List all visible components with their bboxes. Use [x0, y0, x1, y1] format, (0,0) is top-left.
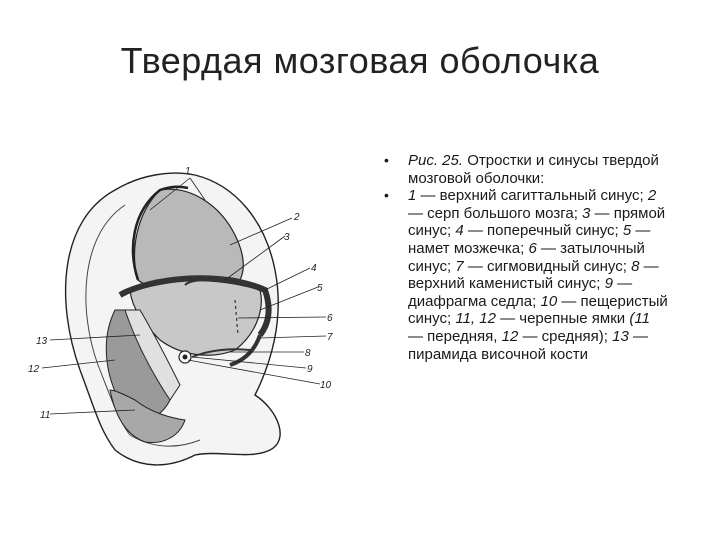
- callout-3: 3: [284, 232, 290, 243]
- legend-number: 13: [612, 327, 629, 345]
- dura-mater-drawing: [20, 150, 365, 480]
- legend-number: 7: [455, 257, 464, 275]
- legend-text: — намет мозжечка;: [408, 222, 651, 257]
- bullet-icon: •: [384, 187, 389, 204]
- legend-text: — затылочный синус;: [408, 239, 645, 275]
- figure-reference: Рис. 25.: [408, 152, 464, 169]
- callout-11: 11: [40, 410, 51, 421]
- legend-text: — серп большого мозга;: [408, 204, 583, 222]
- legend-number: 5: [622, 222, 632, 240]
- callout-4: 4: [311, 263, 317, 274]
- legend-text: — пирамида височной кости: [408, 327, 648, 363]
- callout-8: 8: [305, 348, 311, 359]
- callout-9: 9: [307, 364, 313, 375]
- legend-number: 9: [604, 275, 613, 293]
- callout-6: 6: [327, 313, 333, 324]
- legend-number: 11, 12: [455, 310, 496, 328]
- legend-number: 1: [408, 187, 417, 205]
- callout-1: 1: [185, 166, 191, 177]
- legend-text: — черепные ямки: [495, 310, 630, 328]
- legend-text: — пещеристый синус;: [408, 292, 668, 328]
- caption-legend-item: [378, 187, 668, 363]
- legend-text: — сигмовидный синус;: [463, 257, 632, 275]
- callout-12: 12: [28, 364, 40, 375]
- legend-text: — верхний сагиттальный синус;: [416, 187, 648, 205]
- cavernous-sinus: [183, 355, 188, 360]
- callout-10: 10: [320, 380, 332, 391]
- dura-mater-illustration: [20, 150, 365, 480]
- legend-number: (11: [629, 310, 650, 328]
- legend-number: 10: [540, 292, 558, 310]
- legend-text: — диафрагма седла;: [408, 275, 633, 310]
- legend-number: 4: [455, 222, 464, 240]
- legend-number: 2: [647, 187, 657, 205]
- callout-2: 2: [294, 212, 300, 223]
- legend-text: — поперечный синус;: [463, 222, 623, 240]
- legend-number: 12: [501, 327, 519, 345]
- legend-number: 3: [582, 204, 591, 222]
- caption-heading-text: Отростки и синусы твердой мозговой оболочки:: [408, 152, 659, 187]
- legend-number: 6: [528, 239, 537, 257]
- legend-text: — верхний каменистый синус;: [408, 257, 659, 293]
- legend-text: — прямой синус;: [408, 204, 666, 240]
- bullet-icon: •: [384, 152, 389, 168]
- figure-caption-list: [378, 152, 668, 363]
- legend-text: — средняя);: [518, 327, 613, 345]
- callout-5: 5: [317, 283, 323, 294]
- slide-title: Твердая мозговая оболочка: [120, 40, 600, 81]
- callout-13: 13: [36, 336, 48, 347]
- caption-heading-item: [378, 152, 668, 187]
- callout-7: 7: [327, 332, 333, 343]
- legend-number: 8: [631, 257, 640, 275]
- legend-text: — передняя,: [408, 327, 502, 345]
